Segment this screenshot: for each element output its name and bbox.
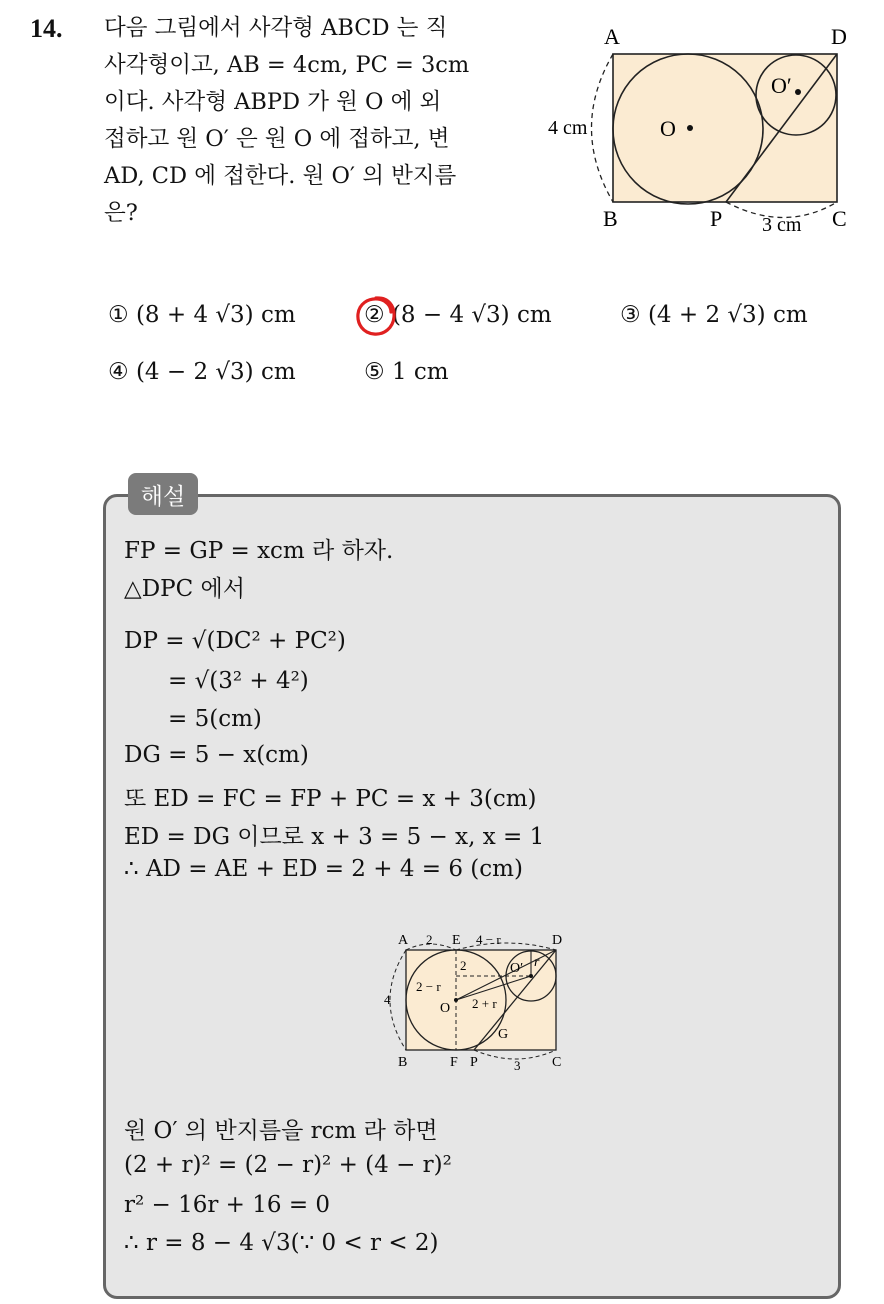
label-p: P: [710, 206, 723, 231]
solution-line: 원 O′ 의 반지름을 rcm 라 하면: [124, 1118, 438, 1144]
choice-number: ⑤: [364, 359, 385, 385]
choice-text: (4 + 2 √3) cm: [647, 302, 808, 328]
question-text: [104, 10, 524, 232]
svg-text:A: A: [398, 933, 409, 948]
label-d: D: [831, 24, 847, 49]
choice-number: ②: [364, 302, 385, 328]
choice-1[interactable]: [108, 302, 296, 328]
question-line: 이다. 사각형 ABPD 가 원 O 에 외: [104, 89, 442, 115]
arc-ab: [592, 54, 614, 202]
rectangle-abcd: [613, 54, 837, 202]
solution-line: = 5(cm): [168, 706, 262, 732]
svg-text:O: O: [440, 1001, 451, 1016]
svg-text:O′: O′: [510, 961, 524, 976]
svg-text:G: G: [498, 1027, 509, 1042]
question-line: 접하고 원 O′ 은 원 O 에 접하고, 변: [104, 126, 450, 152]
rectangle-circles-figure: [540, 18, 860, 238]
question-line: 은?: [104, 200, 138, 226]
svg-text:2 + r: 2 + r: [472, 996, 497, 1011]
choice-text: 1 cm: [391, 359, 449, 385]
center-o: [687, 125, 693, 131]
solution-line: △DPC 에서: [124, 576, 245, 602]
answer-mark-circle: [354, 294, 398, 338]
choice-3[interactable]: [620, 302, 808, 328]
choice-text: (4 − 2 √3) cm: [135, 359, 296, 385]
solution-figure: [380, 926, 580, 1076]
solution-line: ED = DG 이므로 x + 3 = 5 − x, x = 1: [124, 824, 545, 850]
solution-line: DG = 5 − x(cm): [124, 742, 309, 768]
question-number: 14.: [30, 14, 63, 43]
choice-number: ①: [108, 302, 129, 328]
choice-number: ③: [620, 302, 641, 328]
svg-text:2: 2: [460, 958, 467, 973]
svg-text:4: 4: [384, 992, 391, 1007]
label-c: C: [832, 206, 847, 231]
svg-text:B: B: [398, 1055, 408, 1070]
choice-4[interactable]: [108, 359, 296, 385]
svg-text:2 − r: 2 − r: [416, 979, 441, 994]
solution-line: 또 ED = FC = FP + PC = x + 3(cm): [124, 786, 537, 812]
solution-line: (2 + r)² = (2 − r)² + (4 − r)²: [124, 1152, 452, 1178]
svg-text:P: P: [470, 1055, 478, 1070]
label-o: O: [660, 116, 676, 141]
solution-box: [103, 494, 841, 1299]
label-b: B: [603, 206, 618, 231]
question-line: AD, CD 에 접한다. 원 O′ 의 반지름: [104, 163, 457, 189]
label-ab-length: 4 cm: [548, 117, 588, 139]
question-line: 사각형이고, AB = 4cm, PC = 3cm: [104, 52, 470, 78]
label-o-prime: O′: [771, 73, 792, 98]
solution-line: DP = √(DC² + PC²): [124, 628, 346, 654]
svg-text:4 − r: 4 − r: [476, 932, 501, 947]
choice-number: ④: [108, 359, 129, 385]
svg-text:E: E: [452, 933, 461, 948]
solution-line: ∴ AD = AE + ED = 2 + 4 = 6 (cm): [124, 856, 523, 882]
choice-5[interactable]: [364, 359, 449, 385]
label-a: A: [604, 24, 620, 49]
solution-line: ∴ r = 8 − 4 √3(∵ 0 < r < 2): [124, 1230, 439, 1256]
label-pc-length: 3 cm: [762, 214, 802, 236]
solution-tag: 해설: [128, 473, 198, 515]
svg-text:2: 2: [426, 932, 433, 947]
choice-text: (8 + 4 √3) cm: [135, 302, 296, 328]
solution-line: r² − 16r + 16 = 0: [124, 1192, 331, 1218]
solution-line: FP = GP = xcm 라 하자.: [124, 538, 394, 564]
choice-text: (8 − 4 √3) cm: [391, 302, 552, 328]
center-o-prime: [795, 89, 801, 95]
svg-text:C: C: [552, 1055, 562, 1070]
solution-line: = √(3² + 4²): [168, 668, 309, 694]
svg-text:r: r: [534, 955, 540, 970]
svg-text:D: D: [552, 933, 563, 948]
svg-text:3: 3: [514, 1058, 521, 1073]
svg-text:F: F: [450, 1055, 458, 1070]
question-line: 다음 그림에서 사각형 ABCD 는 직: [104, 15, 448, 41]
